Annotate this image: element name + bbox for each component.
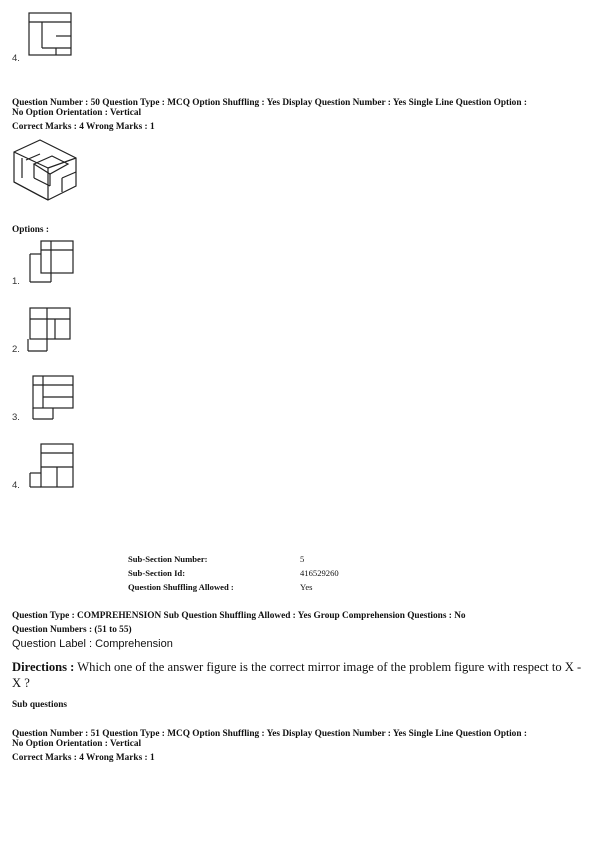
subsection-shuffle-value: Yes bbox=[300, 582, 313, 592]
q51-meta-line2: No Option Orientation : Vertical bbox=[12, 739, 142, 749]
q50-marks: Correct Marks : 4 Wrong Marks : 1 bbox=[12, 122, 155, 132]
question-label: Question Label : Comprehension bbox=[12, 638, 173, 650]
directions-text bbox=[12, 659, 587, 691]
q50-option-3-figure[interactable] bbox=[29, 375, 75, 421]
subsection-number-label: Sub-Section Number: bbox=[128, 554, 208, 564]
q50-option-2-figure[interactable] bbox=[27, 307, 73, 353]
comprehension-meta-line1: Question Type : COMPREHENSION Sub Question Shuffling Allowed : Yes Group Comprehension Questions : No bbox=[12, 611, 466, 621]
q50-meta-line1: Question Number : 50 Question Type : MCQ Option Shuffling : Yes Display Question Number : Yes Single Line Question Option : bbox=[12, 98, 527, 108]
q50-option-2-number: 2. bbox=[12, 344, 20, 355]
subsection-shuffle-label: Question Shuffling Allowed : bbox=[128, 582, 234, 592]
comprehension-meta-line2: Question Numbers : (51 to 55) bbox=[12, 625, 132, 635]
sub-questions-heading: Sub questions bbox=[12, 700, 68, 710]
top-option-figure bbox=[28, 12, 74, 58]
subsection-number-value: 5 bbox=[300, 554, 305, 564]
q50-options-label: Options : bbox=[12, 225, 49, 235]
subsection-table bbox=[128, 552, 388, 594]
q51-marks: Correct Marks : 4 Wrong Marks : 1 bbox=[12, 753, 155, 763]
subsection-id-value: 416529260 bbox=[300, 568, 339, 578]
q50-problem-figure bbox=[12, 138, 86, 216]
top-option-number: 4. bbox=[12, 53, 20, 64]
q50-option-3-number: 3. bbox=[12, 412, 20, 423]
q51-meta-line1: Question Number : 51 Question Type : MCQ Option Shuffling : Yes Display Question Number : Yes Single Line Question Option : bbox=[12, 729, 527, 739]
q50-meta-line2: No Option Orientation : Vertical bbox=[12, 108, 142, 118]
q50-option-4-number: 4. bbox=[12, 480, 20, 491]
q50-option-1-number: 1. bbox=[12, 276, 20, 287]
q50-option-1-figure[interactable] bbox=[29, 240, 75, 284]
subsection-id-label: Sub-Section Id: bbox=[128, 568, 186, 578]
directions-heading: Directions : bbox=[12, 660, 75, 674]
q50-option-4-figure[interactable] bbox=[29, 443, 75, 489]
directions-body: Which one of the answer figure is the correct mirror image of the problem figure with respect to X - X ? bbox=[12, 660, 582, 690]
